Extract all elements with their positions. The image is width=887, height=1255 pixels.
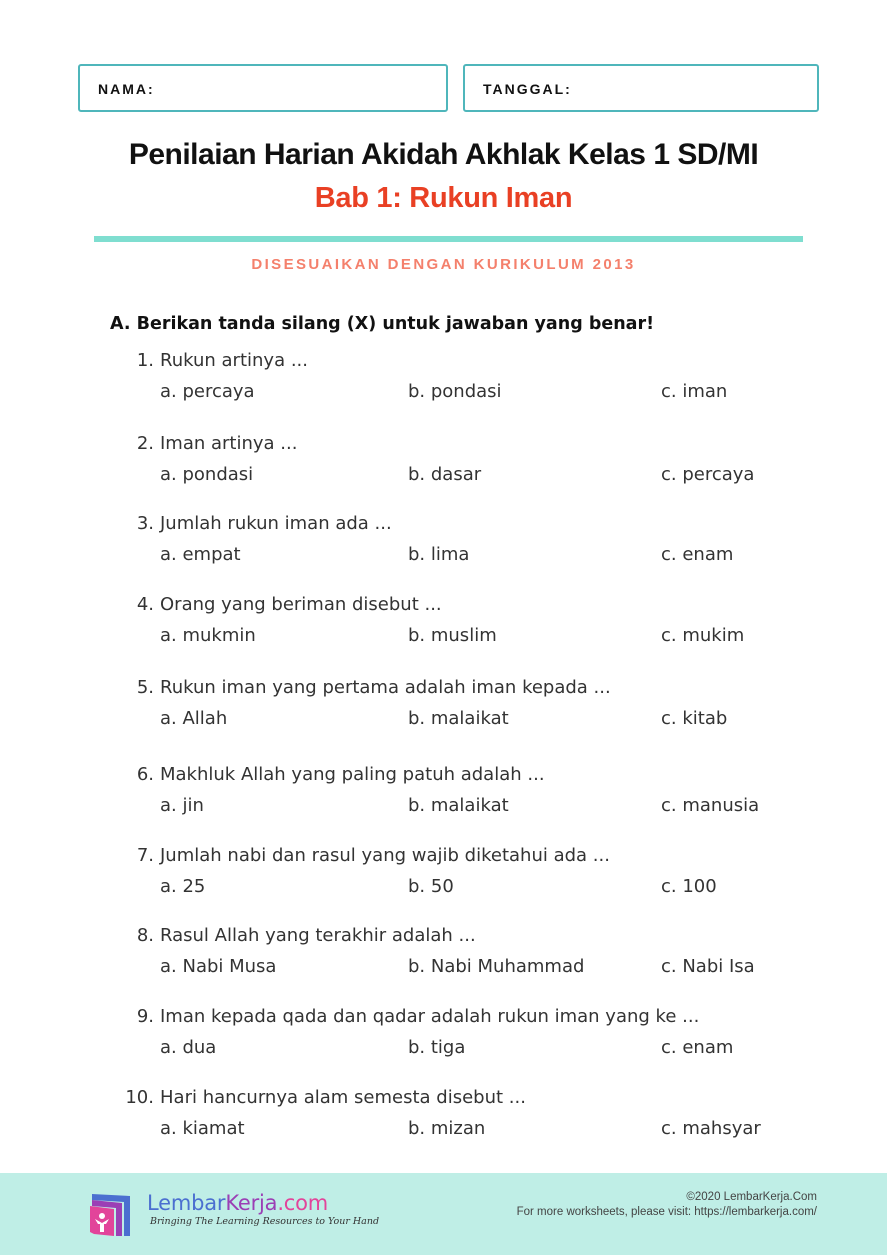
option-a[interactable]: a. empat (160, 544, 241, 565)
question-text: Rukun iman yang pertama adalah iman kepada ... (160, 677, 611, 698)
logo-part-lembar: Lembar (147, 1191, 226, 1215)
option-b[interactable]: b. dasar (408, 464, 482, 485)
question-number: 6. (136, 764, 154, 785)
logo-part-kerja: Kerja (225, 1191, 278, 1215)
option-a[interactable]: a. pondasi (160, 464, 254, 485)
option-b[interactable]: b. tiga (408, 1037, 466, 1058)
option-a[interactable]: a. jin (160, 795, 204, 816)
option-c[interactable]: c. enam (661, 544, 734, 565)
option-a[interactable]: a. mukmin (160, 625, 256, 646)
date-field[interactable] (463, 64, 819, 112)
chapter-subtitle: Bab 1: Rukun Iman (314, 182, 573, 214)
option-a[interactable]: a. kiamat (160, 1118, 245, 1139)
question-text: Jumlah rukun iman ada ... (160, 513, 392, 534)
question-text: Makhluk Allah yang paling patuh adalah ... (160, 764, 545, 785)
option-c[interactable]: c. manusia (661, 795, 760, 816)
option-b[interactable]: b. lima (408, 544, 470, 565)
option-b[interactable]: b. muslim (408, 625, 497, 646)
visit-link-text[interactable]: For more worksheets, please visit: https://lembarkerja.com/ (516, 1206, 817, 1218)
option-b[interactable]: b. mizan (408, 1118, 486, 1139)
option-b[interactable]: b. malaikat (408, 795, 509, 816)
option-a[interactable]: a. percaya (160, 381, 255, 402)
question-number: 1. (136, 350, 154, 371)
name-field[interactable] (78, 64, 448, 112)
option-c[interactable]: c. 100 (661, 876, 717, 897)
divider (94, 236, 803, 242)
logo-part-com: .com (277, 1191, 329, 1215)
option-a[interactable]: a. Allah (160, 708, 228, 729)
option-b[interactable]: b. Nabi Muhammad (408, 956, 585, 977)
question-number: 8. (136, 925, 154, 946)
question-number: 4. (136, 594, 154, 615)
question-text: Rasul Allah yang terakhir adalah ... (160, 925, 476, 946)
lembarkerja-logo-text[interactable] (147, 1191, 328, 1215)
question-number: 7. (136, 845, 154, 866)
option-b[interactable]: b. 50 (408, 876, 454, 897)
option-a[interactable]: a. dua (160, 1037, 217, 1058)
question-number: 10. (125, 1087, 154, 1108)
option-c[interactable]: c. percaya (661, 464, 755, 485)
option-c[interactable]: c. kitab (661, 708, 728, 729)
option-c[interactable]: c. Nabi Isa (661, 956, 755, 977)
question-number: 9. (136, 1006, 154, 1027)
option-c[interactable]: c. iman (661, 381, 728, 402)
page-title: Penilaian Harian Akidah Akhlak Kelas 1 SD/MI (128, 138, 759, 171)
logo-tagline: Bringing The Learning Resources to Your Hand (150, 1216, 380, 1227)
question-number: 5. (136, 677, 154, 698)
question-text: Iman artinya ... (160, 433, 298, 454)
question-text: Jumlah nabi dan rasul yang wajib diketahui ada ... (160, 845, 610, 866)
question-text: Iman kepada qada dan qadar adalah rukun iman yang ke ... (160, 1006, 700, 1027)
question-text: Orang yang beriman disebut ... (160, 594, 442, 615)
question-text: Rukun artinya ... (160, 350, 308, 371)
option-b[interactable]: b. malaikat (408, 708, 509, 729)
date-label: TANGGAL: (483, 81, 572, 97)
footer-info (517, 1190, 817, 1220)
option-a[interactable]: a. Nabi Musa (160, 956, 277, 977)
lembarkerja-logo-icon (86, 1190, 134, 1238)
option-b[interactable]: b. pondasi (408, 381, 502, 402)
question-number: 2. (136, 433, 154, 454)
name-label: NAMA: (98, 81, 155, 97)
copyright-text: ©2020 LembarKerja.Com (686, 1191, 817, 1203)
option-c[interactable]: c. mahsyar (661, 1118, 761, 1139)
question-number: 3. (136, 513, 154, 534)
question-text: Hari hancurnya alam semesta disebut ... (160, 1087, 526, 1108)
option-c[interactable]: c. mukim (661, 625, 745, 646)
curriculum-note: DISESUAIKAN DENGAN KURIKULUM 2013 (251, 256, 636, 273)
option-c[interactable]: c. enam (661, 1037, 734, 1058)
option-a[interactable]: a. 25 (160, 876, 206, 897)
section-title: A. Berikan tanda silang (X) untuk jawaban yang benar! (110, 314, 655, 334)
